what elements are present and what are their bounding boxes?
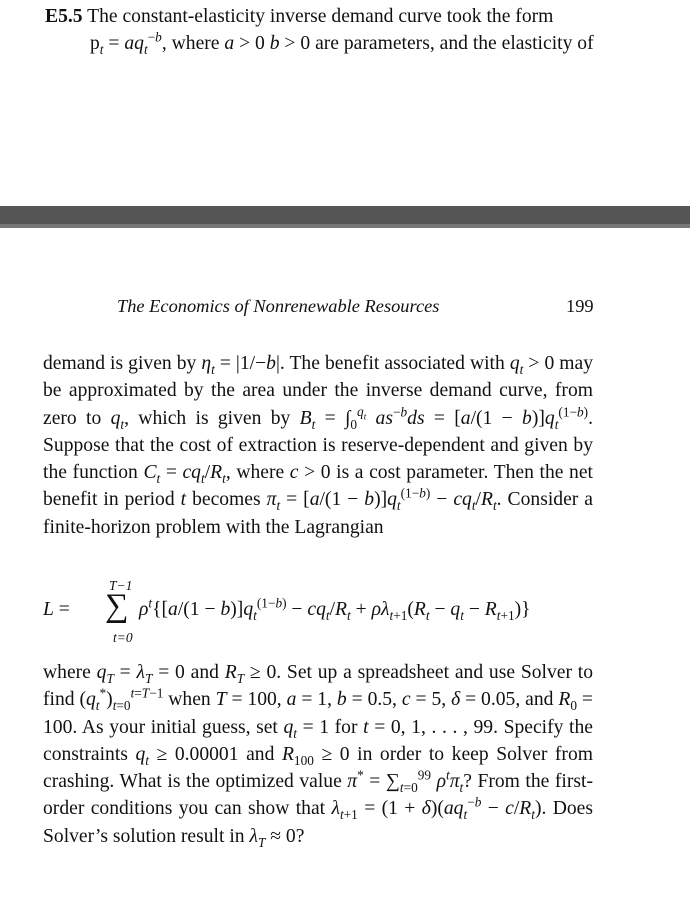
- lagrangian-equation: [43, 578, 603, 648]
- page-number: 199: [566, 296, 594, 316]
- paragraph-intro: demand is given by $\eta_t = |1/-b|$. The benefit associated with $q_t > 0$ may be approximated by the area under the inverse demand curve, from zero to $q_t$, which is given by $B_t = \int_0^{q_t}$ $as^{-b}ds = [a/(1 - b)]q_t^{(1-b)}$. Suppose that the cost of extraction is reserve-dependent and given by the function $C_t = cq_t/R_t$, where c > 0 is a cost parameter. Then the net benefit in period t becomes $\pi_t = [a/(1 - b)]q_t^{(1-b)} - cq_t/R_t$. Consider a finite-horizon problem with the Lagrangian: [43, 353, 594, 538]
- page-divider-band: [0, 206, 690, 228]
- equation-lhs: L =: [43, 599, 70, 620]
- equation-body: $\rho^t\{[a/(1 - b)]q_t^{(1-b)} - cq_t/R_t + \rho\lambda_{t+1}(R_t - q_t - R_{t+1})\}$: [139, 595, 531, 623]
- exercise-line-1: [45, 3, 553, 30]
- exercise-intro: The constant-elasticity inverse demand curve took the form: [87, 6, 554, 27]
- sum-upper-limit: T−1: [109, 578, 133, 593]
- paragraph-task: where $q_T = \lambda_T = 0$ and $R_T \ge 0$. Set up a spreadsheet and use Solver to find $(q_t^*)_{t=0}^{t=T-1}$ when T = 100, a = 1, b = 0.5, c = 5, δ = 0.05, and $R_0 = 100$. As your initial guess, set $q_t = 1$ for t = 0, 1, . . . , 99. Specify the constraints $q_t \ge 0.00001$ and $R_{100} \ge 0$ in order to keep Solver from crashing. What is the optimized value $\pi^* = \sum_{t=0}^{99}$ $\rho^t\pi_t$? From the first-order conditions you can show that $\lambda_{t+1} = (1 + \delta)(aq_t^{-b} - c/R_t)$. Does Solver’s solution result in $\lambda_T \approx 0$?: [43, 662, 594, 850]
- summation-symbol: ∑: [105, 588, 129, 624]
- exercise-number: E5.5: [45, 6, 83, 27]
- exercise-line-2: $p_t = aq_t^{-b}$, where a > 0 b > 0 are parameters, and the elasticity of: [90, 29, 594, 57]
- sum-lower-limit: t=0: [113, 630, 133, 645]
- running-header: The Economics of Nonrenewable Resources: [117, 296, 440, 316]
